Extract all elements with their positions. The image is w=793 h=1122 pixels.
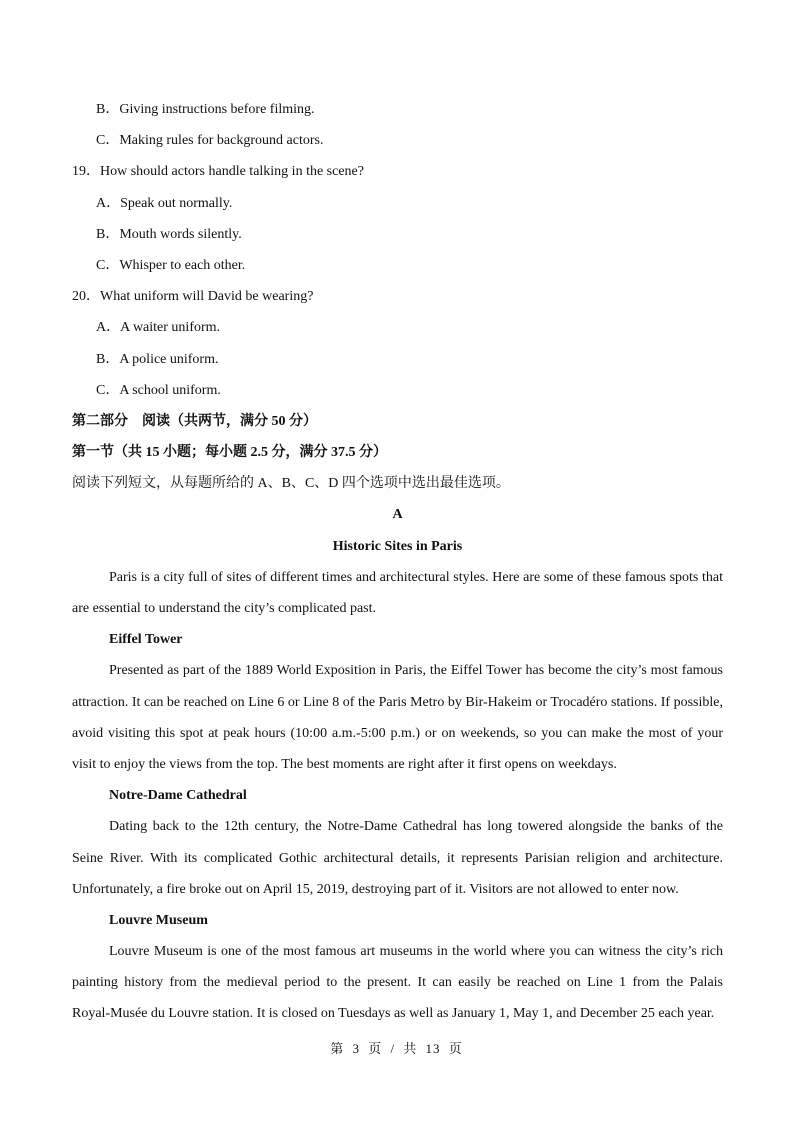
section-heading: Eiffel Tower xyxy=(109,632,183,648)
paragraph-line: painting history from the medieval period to the present. It can easily be reached on Line 1 from the Palais xyxy=(72,975,723,991)
passage-letter: A xyxy=(392,507,403,523)
paragraph-line: Seine River. With its complicated Gothic architectural details, it represents Parisian religion and architecture. xyxy=(72,850,723,866)
answer-option: A．A waiter uniform. xyxy=(96,320,221,336)
answer-option: A．Speak out normally. xyxy=(96,195,233,211)
paragraph-line: are essential to understand the city’s complicated past. xyxy=(72,601,377,616)
section-heading: Louvre Museum xyxy=(109,912,208,928)
answer-option: B．A police uniform. xyxy=(96,351,219,367)
answer-option: B．Mouth words silently. xyxy=(96,226,242,242)
answer-option: C．A school uniform. xyxy=(96,382,221,398)
paragraph-line: attraction. It can be reached on Line 6 or Line 8 of the Paris Metro by Bir-Hakeim or Trocadéro stations. If possible, xyxy=(72,694,723,710)
paragraph-line: visit to enjoy the views from the top. The best moments are right after it first opens on weekdays. xyxy=(72,756,617,772)
document-page xyxy=(72,94,723,1030)
answer-option: C．Making rules for background actors. xyxy=(96,133,324,149)
page-footer: 第 3 页 / 共 13 页 xyxy=(330,1041,463,1056)
paragraph-line: Louvre Museum is one of the most famous art museums in the world where you can witness the city’s rich xyxy=(109,944,723,960)
paragraph-line: Dating back to the 12th century, the Notre-Dame Cathedral has long towered alongside the banks of the xyxy=(109,819,723,835)
question-stem: 19．How should actors handle talking in the scene? xyxy=(72,164,364,180)
passage-sections xyxy=(72,624,723,1029)
instruction: 阅读下列短文，从每题所给的 A、B、C、D 四个选项中选出最佳选项。 xyxy=(72,476,510,492)
paragraph-line: Royal-Musée du Louvre station. It is closed on Tuesdays as well as January 1, May 1, and December 25 each year. xyxy=(72,1006,715,1022)
listening-questions xyxy=(72,94,723,406)
section-heading: Notre-Dame Cathedral xyxy=(109,788,247,804)
paragraph-line: Presented as part of the 1889 World Exposition in Paris, the Eiffel Tower has become the city’s most famous xyxy=(109,663,723,679)
answer-option: B．Giving instructions before filming. xyxy=(96,102,315,117)
passage-section xyxy=(72,780,723,905)
passage-title: Historic Sites in Paris xyxy=(332,538,463,554)
passage-section xyxy=(72,905,723,1030)
section-heading: 第一节（共 15 小题；每小题 2.5 分，满分 37.5 分） xyxy=(72,445,387,461)
passage-intro xyxy=(72,562,723,624)
answer-option: C．Whisper to each other. xyxy=(96,257,246,273)
paragraph-line: avoid visiting this spot at peak hours (10:00 a.m.-5:00 p.m.) or on weekends, so you can make the most of your xyxy=(72,725,723,741)
part-heading: 第二部分 阅读（共两节，满分 50 分） xyxy=(72,413,317,429)
passage-section xyxy=(72,624,723,780)
paragraph-line: Paris is a city full of sites of different times and architectural styles. Here are some of these famous spots that xyxy=(109,569,723,585)
paragraph-line: Unfortunately, a fire broke out on April 15, 2019, destroying part of it. Visitors are not allowed to enter now. xyxy=(72,881,679,897)
question-stem: 20．What uniform will David be wearing? xyxy=(72,289,314,305)
